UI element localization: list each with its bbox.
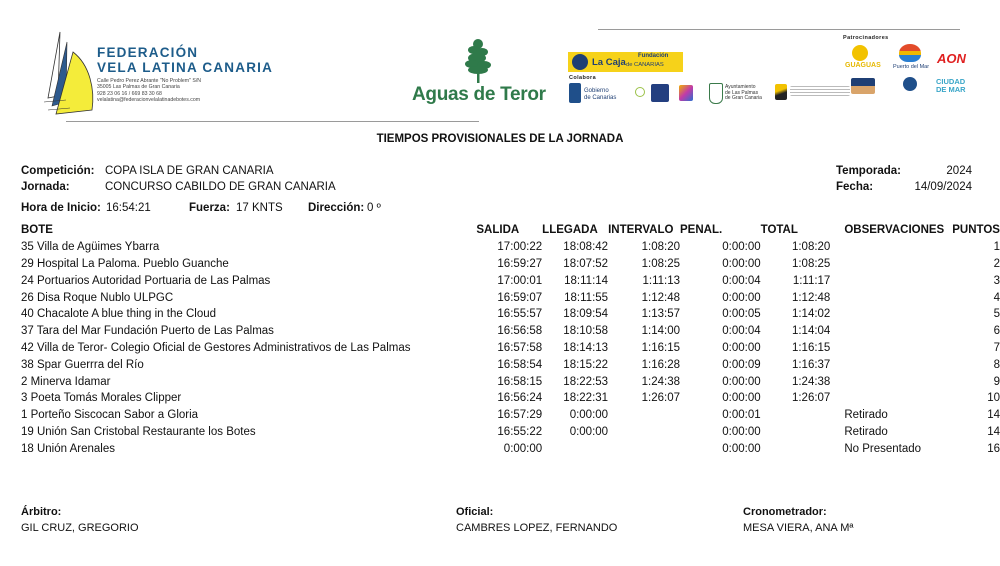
ciudad-line: CIUDAD <box>936 77 966 86</box>
address-line: 35005 Las Palmas de Gran Canaria <box>97 84 180 91</box>
cell-bote: 19 Unión San Cristobal Restaurante los Botes <box>21 425 256 438</box>
fuerza-label: Fuerza: <box>189 202 230 214</box>
cell-llegada: 18:22:53 <box>563 375 609 388</box>
cell-observaciones: Retirado <box>844 425 888 438</box>
cell-llegada <box>542 440 608 457</box>
cell-puntos: 5 <box>993 308 1000 321</box>
cell-puntos: 7 <box>993 341 1000 354</box>
document-title: TIEMPOS PROVISIONALES DE LA JORNADA <box>376 133 624 145</box>
cell-intervalo: 1:08:25 <box>641 257 680 270</box>
guaguas-logo: GUAGUAS <box>845 62 881 69</box>
arbitro-label: Árbitro: <box>21 506 62 518</box>
aguas-de-teror-logo: Aguas de Teror <box>412 84 546 105</box>
puerto-del-mar-logo: Puerto del Mar <box>893 64 930 70</box>
cell-salida: 16:55:22 <box>497 425 543 438</box>
cell-salida: 16:57:58 <box>497 341 543 354</box>
cell-salida: 16:59:07 <box>497 291 543 304</box>
cell-salida: 16:55:57 <box>497 308 543 321</box>
fecha-label: Fecha: <box>836 181 874 193</box>
temporada-value: 2024 <box>946 165 972 177</box>
cell-total: 1:24:38 <box>791 375 831 388</box>
cell-total: 1:14:04 <box>791 325 831 338</box>
cabildo-logo-icon <box>651 84 669 102</box>
instituto-deportes-text <box>790 86 850 96</box>
collaborator-logo-circle-icon <box>635 87 645 97</box>
table-row <box>21 306 1000 323</box>
cell-llegada: 0:00:00 <box>569 425 609 438</box>
cell-observaciones: Retirado <box>844 409 888 422</box>
cell-salida: 16:58:54 <box>497 358 543 371</box>
table-row <box>21 424 1000 441</box>
cell-penal: 0:00:01 <box>722 409 761 422</box>
table-row <box>21 323 1000 340</box>
cell-bote: 38 Spar Guerrra del Río <box>21 358 144 371</box>
cell-penal: 0:00:09 <box>722 358 761 371</box>
cell-intervalo: 1:14:00 <box>641 325 680 338</box>
cell-puntos: 2 <box>993 257 1000 270</box>
cronometrador-value: MESA VIERA, ANA Mª <box>743 522 854 534</box>
puerto-del-mar-logo-icon <box>899 44 921 62</box>
ayuntamiento-shield-icon <box>709 83 723 104</box>
cell-intervalo <box>608 440 680 457</box>
cell-bote: 37 Tara del Mar Fundación Puerto de Las Palmas <box>21 325 274 338</box>
cell-total: 1:12:48 <box>791 291 831 304</box>
table-row <box>21 356 1000 373</box>
id-logo-icon <box>679 85 693 101</box>
table-row <box>21 440 1000 457</box>
cell-penal: 0:00:00 <box>722 375 761 388</box>
cell-puntos: 14 <box>987 409 1000 422</box>
cell-bote: 26 Disa Roque Nublo ULPGC <box>21 291 174 304</box>
cell-puntos: 3 <box>993 274 1000 287</box>
fuerza-value: 17 KNTS <box>236 202 283 214</box>
cell-penal: 0:00:00 <box>722 341 761 354</box>
cell-intervalo: 1:12:48 <box>641 291 680 304</box>
cell-puntos: 14 <box>987 425 1000 438</box>
col-observaciones: OBSERVACIONES <box>844 224 945 237</box>
cell-puntos: 8 <box>993 358 1000 371</box>
cell-observaciones <box>830 272 952 289</box>
ayuntamiento-line: Ayuntamiento <box>725 84 756 90</box>
direccion-label: Dirección: <box>308 202 365 214</box>
ayuntamiento-line: de Las Palmas <box>725 89 759 96</box>
cell-salida: 17:00:01 <box>497 274 543 287</box>
cell-observaciones <box>830 306 952 323</box>
cell-observaciones <box>830 340 952 357</box>
cell-bote: 42 Villa de Teror- Colegio Oficial de Gestores Administrativos de Las Palmas <box>21 341 411 354</box>
instituto-deportes-logo-icon <box>775 84 787 100</box>
cell-bote: 29 Hospital La Paloma. Pueblo Guanche <box>21 257 229 270</box>
oficial-value: CAMBRES LOPEZ, FERNANDO <box>456 522 618 534</box>
puertos-las-palmas-logo-icon <box>903 77 917 91</box>
cell-llegada: 18:22:31 <box>563 392 609 405</box>
cell-observaciones <box>830 256 952 273</box>
address-line: Calle Pedro Perez Abrante "No Problem" S/N <box>97 78 202 84</box>
cell-intervalo: 1:16:15 <box>641 341 680 354</box>
temporada-label: Temporada: <box>836 165 901 177</box>
col-puntos: PUNTOS <box>952 224 1000 237</box>
la-caja-fundacion: Fundación <box>638 53 669 59</box>
cell-puntos: 16 <box>987 442 1000 455</box>
cell-bote: 3 Poeta Tomás Morales Clipper <box>21 392 182 405</box>
table-row <box>21 256 1000 273</box>
cell-intervalo <box>608 407 680 424</box>
cell-penal: 0:00:00 <box>722 291 761 304</box>
la-caja-brand: La Caja <box>592 57 626 68</box>
cell-intervalo: 1:11:13 <box>642 274 680 287</box>
cell-puntos: 10 <box>987 392 1000 405</box>
cell-observaciones <box>830 239 952 256</box>
competicion-label: Competición: <box>21 165 95 177</box>
federation-name <box>97 45 273 75</box>
cell-salida: 16:56:24 <box>497 392 543 405</box>
cell-bote: 1 Porteño Siscocan Sabor a Gloria <box>21 409 199 422</box>
cell-llegada: 18:11:14 <box>564 274 609 287</box>
cell-total <box>761 407 831 424</box>
gobierno-canarias-shield-icon <box>569 83 581 103</box>
gobierno-canarias-logo <box>584 88 616 102</box>
cell-llegada: 18:09:54 <box>563 308 609 321</box>
email-line: velalatina@federacionvelalatinadebotes.com <box>97 97 201 104</box>
table-header-row <box>21 222 1000 239</box>
table-row <box>21 373 1000 390</box>
cell-total: 1:16:15 <box>791 341 831 354</box>
cell-observaciones: No Presentado <box>844 442 922 455</box>
direccion-value: 0 º <box>367 202 381 214</box>
cell-bote: 18 Unión Arenales <box>21 442 115 455</box>
cell-observaciones <box>830 323 952 340</box>
cell-llegada: 18:15:22 <box>563 358 609 371</box>
cell-llegada: 18:08:42 <box>563 241 609 254</box>
cell-llegada: 0:00:00 <box>569 409 609 422</box>
arbitro-value: GIL CRUZ, GREGORIO <box>21 522 139 534</box>
federation-address <box>97 78 201 104</box>
cell-llegada: 18:14:13 <box>563 341 609 354</box>
cell-bote: 2 Minerva Idamar <box>21 375 111 388</box>
cell-llegada: 18:10:58 <box>563 325 609 338</box>
oficial-label: Oficial: <box>456 506 494 518</box>
cell-bote: 24 Portuarios Autoridad Portuaria de Las Palmas <box>21 274 271 287</box>
cell-penal: 0:00:00 <box>722 442 761 455</box>
phone-line: 928 23 06 16 / 669 83 30 68 <box>97 90 162 97</box>
jornada-label: Jornada: <box>21 181 70 193</box>
cell-bote: 40 Chacalote A blue thing in the Cloud <box>21 308 217 321</box>
col-salida: SALIDA <box>476 224 520 237</box>
cell-observaciones <box>830 390 952 407</box>
cell-puntos: 9 <box>993 375 1000 388</box>
ayuntamiento-line: de Gran Canaria <box>725 95 762 102</box>
cell-puntos: 6 <box>993 325 1000 338</box>
cell-llegada: 18:07:52 <box>563 257 609 270</box>
table-row <box>21 272 1000 289</box>
cell-intervalo: 1:08:20 <box>641 241 680 254</box>
cell-bote: 35 Villa de Agüimes Ybarra <box>21 241 160 254</box>
cell-total: 1:08:20 <box>791 241 831 254</box>
sailboat-logo-icon <box>40 30 100 115</box>
cell-total <box>761 424 831 441</box>
cell-penal: 0:00:00 <box>722 392 761 405</box>
table-row <box>21 390 1000 407</box>
cell-salida: 16:58:15 <box>497 375 543 388</box>
cell-penal: 0:00:00 <box>722 241 761 254</box>
patrocinadores-label: Patrocinadores <box>843 35 889 41</box>
ciudad-de-mar-logo <box>936 78 966 94</box>
cell-puntos: 1 <box>993 241 1000 254</box>
table-row <box>21 407 1000 424</box>
federation-name-line2: VELA LATINA CANARIA <box>97 60 274 75</box>
cell-penal: 0:00:04 <box>722 325 761 338</box>
cell-observaciones <box>830 289 952 306</box>
la-caja-sub: de CANARIAS <box>626 62 664 68</box>
guaguas-logo-icon <box>852 45 868 61</box>
cell-penal: 0:00:00 <box>722 257 761 270</box>
cell-intervalo: 1:13:57 <box>641 308 680 321</box>
cell-salida: 17:00:22 <box>497 241 543 254</box>
cell-penal: 0:00:05 <box>722 308 761 321</box>
hora-inicio-value: 16:54:21 <box>106 202 151 214</box>
col-penal: PENAL. <box>680 224 723 237</box>
cell-salida: 16:59:27 <box>497 257 543 270</box>
cell-intervalo: 1:24:38 <box>641 375 680 388</box>
cell-salida: 0:00:00 <box>503 442 543 455</box>
header-rule-left <box>66 121 479 122</box>
cell-intervalo: 1:16:28 <box>641 358 680 371</box>
header-rule-right <box>598 29 960 30</box>
cell-penal: 0:00:04 <box>722 274 761 287</box>
gobierno-line: Gobierno <box>584 88 609 94</box>
table-row <box>21 289 1000 306</box>
cell-penal: 0:00:00 <box>722 425 761 438</box>
cell-puntos: 4 <box>993 291 1000 304</box>
cell-total <box>761 440 831 457</box>
cell-llegada: 18:11:55 <box>564 291 609 304</box>
jornada-value: CONCURSO CABILDO DE GRAN CANARIA <box>105 181 336 193</box>
cell-observaciones <box>830 356 952 373</box>
palm-icon <box>572 54 588 70</box>
cell-observaciones <box>830 373 952 390</box>
col-total: TOTAL <box>760 224 798 237</box>
aon-logo: AON <box>937 51 966 66</box>
cell-total: 1:16:37 <box>791 358 831 371</box>
col-intervalo: INTERVALO <box>608 224 674 237</box>
table-row <box>21 340 1000 357</box>
colabora-label: Colabora <box>569 75 597 81</box>
fecha-value: 14/09/2024 <box>914 181 972 193</box>
cell-intervalo <box>608 424 680 441</box>
competicion-value: COPA ISLA DE GRAN CANARIA <box>105 165 274 177</box>
tree-logo-icon <box>462 38 494 84</box>
cell-intervalo: 1:26:07 <box>641 392 680 405</box>
cell-total: 1:08:25 <box>791 257 831 270</box>
ayuntamiento-logo <box>725 85 762 102</box>
col-bote: BOTE <box>21 224 53 237</box>
cell-salida: 16:56:58 <box>497 325 543 338</box>
hora-inicio-label: Hora de Inicio: <box>21 202 101 214</box>
cell-total: 1:26:07 <box>791 392 831 405</box>
federation-name-line1: FEDERACIÓN <box>97 45 199 60</box>
cell-total: 1:11:17 <box>792 274 831 287</box>
table-row <box>21 239 1000 256</box>
results-table <box>21 222 1000 457</box>
col-llegada: LLEGADA <box>542 224 598 237</box>
cell-salida: 16:57:29 <box>497 409 543 422</box>
cell-total: 1:14:02 <box>791 308 831 321</box>
ciudad-line: DE MAR <box>936 85 966 94</box>
la-caja-logo <box>568 52 683 72</box>
cronometrador-label: Cronometrador: <box>743 506 827 518</box>
puertos-logo-icon <box>851 78 875 94</box>
gobierno-line: de Canarias <box>584 95 617 101</box>
